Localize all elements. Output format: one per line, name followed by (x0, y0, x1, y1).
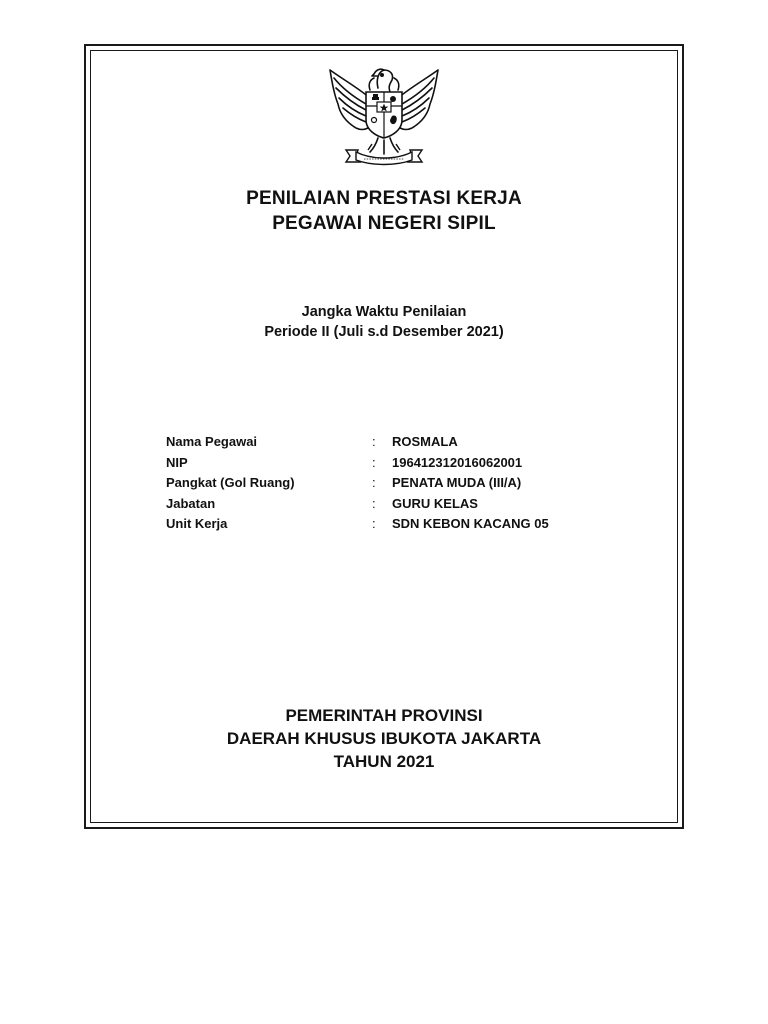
assessment-period (84, 302, 684, 342)
info-row-work-unit (166, 514, 606, 535)
authority-line-1: PEMERINTAH PROVINSI (285, 706, 483, 725)
info-separator: : (372, 495, 376, 511)
info-row-name (166, 432, 606, 453)
authority-year: TAHUN 2021 (333, 752, 435, 771)
info-row-position (166, 494, 606, 515)
title-line-2: PEGAWAI NEGERI SIPIL (272, 213, 496, 234)
period-range: Periode II (Juli s.d Desember 2021) (264, 324, 504, 340)
info-separator: : (372, 454, 376, 470)
info-label: Pangkat (Gol Ruang) (166, 475, 295, 490)
info-label: NIP (166, 454, 188, 470)
employee-info-table (166, 432, 606, 535)
info-value: PENATA MUDA (III/A) (392, 475, 522, 490)
info-row-rank (166, 473, 606, 494)
authority-line-2: DAERAH KHUSUS IBUKOTA JAKARTA (226, 729, 542, 748)
period-heading: Jangka Waktu Penilaian (301, 304, 467, 320)
info-value: GURU KELAS (392, 495, 478, 511)
garuda-emblem-icon (322, 58, 446, 166)
issuing-authority (84, 704, 684, 773)
info-label: Unit Kerja (166, 516, 228, 531)
info-separator: : (372, 516, 376, 531)
info-value: ROSMALA (392, 434, 458, 449)
document-title (84, 186, 684, 236)
title-line-1: PENILAIAN PRESTASI KERJA (246, 188, 522, 209)
info-separator: : (372, 475, 376, 490)
info-label: Nama Pegawai (166, 434, 258, 449)
info-value: SDN KEBON KACANG 05 (392, 516, 549, 531)
info-label: Jabatan (166, 495, 216, 511)
info-value: 196412312016062001 (392, 454, 523, 470)
info-row-nip (166, 453, 606, 474)
info-separator: : (372, 434, 376, 449)
